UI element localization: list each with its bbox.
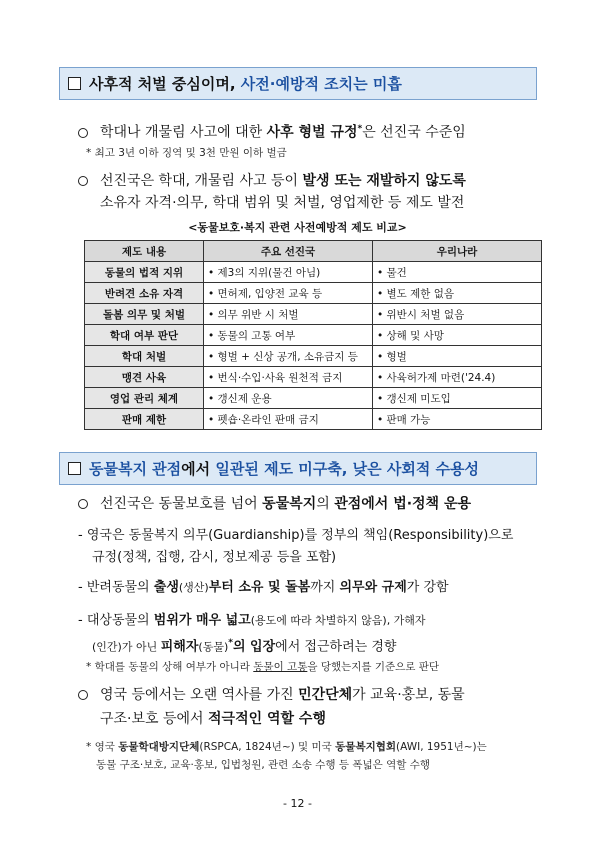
bullet-paragraph: 영국 등에서는 오랜 역사를 가진 민간단체가 교육·홍보, 동물 bbox=[78, 686, 465, 704]
table-header: 제도 내용 bbox=[85, 241, 204, 262]
table-caption: <동물보호·복지 관련 사전예방적 제도 비교> bbox=[188, 221, 407, 234]
table-row: 판매 제한 • 펫숍·온라인 판매 금지 • 판매 가능 bbox=[85, 409, 542, 430]
bullet-paragraph: 선진국은 동물보호를 넘어 동물복지의 관점에서 법·정책 운용 bbox=[78, 495, 471, 513]
comparison-table bbox=[84, 240, 542, 430]
section-header-2 bbox=[59, 452, 537, 485]
section-header-1 bbox=[59, 67, 537, 100]
dash-item: - 영국은 동물복지 의무(Guardianship)를 정부의 책임(Responsibility)으로 bbox=[78, 528, 514, 543]
table-header: 주요 선진국 bbox=[204, 241, 373, 262]
table-row: 돌봄 의무 및 처벌 • 의무 위반 시 처벌 • 위반시 처벌 없음 bbox=[85, 304, 542, 325]
table-row: 학대 처벌 • 형벌 + 신상 공개, 소유금지 등 • 형벌 bbox=[85, 346, 542, 367]
dash-item: - 대상동물의 범위가 매우 넓고(용도에 따라 차별하지 않음), 가해자 bbox=[78, 613, 426, 628]
section-title-part: 사후적 처벌 중심이며, bbox=[89, 75, 241, 93]
table-header-row bbox=[85, 241, 542, 262]
section-title-highlight: 동물복지 관점 bbox=[89, 460, 182, 478]
checkbox-icon bbox=[68, 462, 81, 475]
table-row: 영업 관리 체계 • 갱신제 운용 • 갱신제 미도입 bbox=[85, 388, 542, 409]
dash-item-continuation: 규정(정책, 집행, 감시, 정보제공 등을 포함) bbox=[92, 550, 337, 565]
circle-bullet-icon bbox=[78, 176, 88, 186]
circle-bullet-icon bbox=[78, 690, 88, 700]
checkbox-icon bbox=[68, 77, 81, 90]
table-row: 반려견 소유 자격 • 면허제, 입양전 교육 등 • 별도 제한 없음 bbox=[85, 283, 542, 304]
table-header: 우리나라 bbox=[373, 241, 542, 262]
table-row: 동물의 법적 지위 • 제3의 지위(물건 아님) • 물건 bbox=[85, 262, 542, 283]
footnote: * 영국 동물학대방지단체(RSPCA, 1824년~) 및 미국 동물복지협회(AWI, 1951년~)는 bbox=[86, 741, 487, 753]
page-number: - 12 - bbox=[283, 797, 312, 810]
bullet-paragraph: 선진국은 학대, 개물림 사고 등이 발생 또는 재발하지 않도록 bbox=[78, 172, 466, 190]
footnote: * 최고 3년 이하 징역 및 3천 만원 이하 벌금 bbox=[86, 147, 287, 159]
dash-item-continuation: (인간)가 아닌 피해자(동물)*의 입장에서 접근하려는 경향 bbox=[92, 638, 397, 655]
section-title-highlight: 사전·예방적 조치는 미흡 bbox=[240, 75, 402, 93]
section-title-highlight: 일관된 제도 미구축, 낮은 사회적 수용성 bbox=[215, 460, 480, 478]
bullet-continuation: 소유자 자격·의무, 학대 범위 및 처벌, 영업제한 등 제도 발전 bbox=[100, 195, 465, 211]
bullet-paragraph: 학대나 개물림 사고에 대한 사후 형벌 규정*은 선진국 수준임 bbox=[78, 120, 466, 142]
bullet-continuation: 구조·보호 등에서 적극적인 역할 수행 bbox=[100, 711, 326, 727]
footnote-continuation: 동물 구조·보호, 교육·홍보, 입법청원, 관련 소송 수행 등 폭넓은 역할 수행 bbox=[96, 759, 431, 771]
section-title-part: 에서 bbox=[181, 460, 216, 478]
footnote: * 학대를 동물의 상해 여부가 아니라 동물이 고통을 당했는지를 기준으로 판단 bbox=[86, 661, 440, 673]
circle-bullet-icon bbox=[78, 499, 88, 509]
table-row: 맹견 사육 • 번식·수입·사육 원천적 금지 • 사육허가제 마련('24.4) bbox=[85, 367, 542, 388]
table-row: 학대 여부 판단 • 동물의 고통 여부 • 상해 및 사망 bbox=[85, 325, 542, 346]
dash-item: - 반려동물의 출생(생산)부터 소유 및 돌봄까지 의무와 규제가 강함 bbox=[78, 580, 449, 595]
circle-bullet-icon bbox=[78, 128, 88, 138]
